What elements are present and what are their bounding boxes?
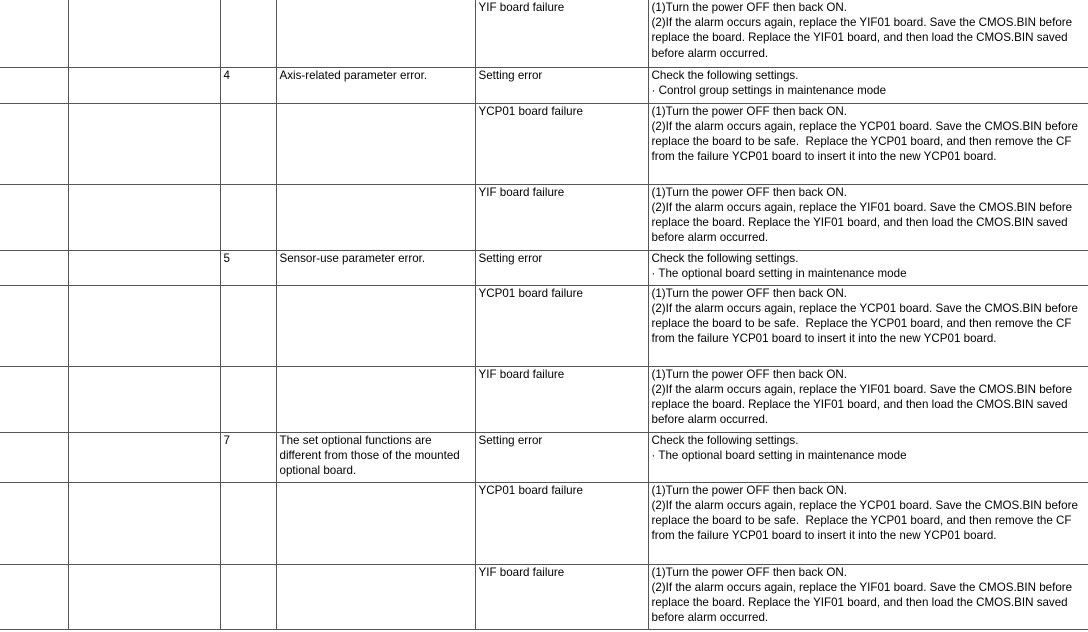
alarm-name-cell [68, 432, 220, 482]
alarm-number-cell [0, 103, 68, 184]
cause-cell: YCP01 board failure [475, 482, 648, 564]
cause-cell: YIF board failure [475, 366, 648, 432]
subcode-cell [220, 184, 276, 250]
subcode-description-cell [276, 482, 475, 564]
subcode-cell [220, 482, 276, 564]
remedy-cell: (1)Turn the power OFF then back ON. (2)If the alarm occurs again, replace the YIF01 board. Save the CMOS.BIN before replace the board. Replace the YIF01 board, and then load the CMOS.BIN saved before alarm occurred. [648, 564, 1088, 629]
cause-cell: YIF board failure [475, 564, 648, 629]
cause-cell: YCP01 board failure [475, 285, 648, 366]
subcode-description-cell [276, 184, 475, 250]
subcode-description-cell [276, 564, 475, 629]
remedy-cell: Check the following settings. · The optional board setting in maintenance mode [648, 250, 1088, 285]
alarm-number-cell [0, 366, 68, 432]
table-row [0, 482, 1088, 564]
cause-cell: Setting error [475, 432, 648, 482]
remedy-cell: (1)Turn the power OFF then back ON. (2)If the alarm occurs again, replace the YIF01 board. Save the CMOS.BIN before replace the board. Replace the YIF01 board, and then load the CMOS.BIN saved before alarm occurred. [648, 0, 1088, 67]
remedy-cell: (1)Turn the power OFF then back ON. (2)If the alarm occurs again, replace the YCP01 board. Save the CMOS.BIN before replace the board to be safe. Replace the YCP01 board, and then remove the CF from the failure YCP01 board to insert it into the new YCP01 board. [648, 103, 1088, 184]
remedy-cell: (1)Turn the power OFF then back ON. (2)If the alarm occurs again, replace the YCP01 board. Save the CMOS.BIN before replace the board to be safe. Replace the YCP01 board, and then remove the CF from the failure YCP01 board to insert it into the new YCP01 board. [648, 482, 1088, 564]
subcode-cell: 4 [220, 67, 276, 103]
cause-cell: YIF board failure [475, 0, 648, 67]
alarm-number-cell [0, 67, 68, 103]
table-row [0, 285, 1088, 366]
alarm-number-cell [0, 250, 68, 285]
subcode-cell [220, 0, 276, 67]
remedy-cell: (1)Turn the power OFF then back ON. (2)If the alarm occurs again, replace the YIF01 board. Save the CMOS.BIN before replace the board. Replace the YIF01 board, and then load the CMOS.BIN saved before alarm occurred. [648, 184, 1088, 250]
subcode-cell [220, 103, 276, 184]
cause-cell: Setting error [475, 250, 648, 285]
subcode-cell [220, 366, 276, 432]
subcode-cell [220, 285, 276, 366]
table-row [0, 366, 1088, 432]
alarm-number-cell [0, 0, 68, 67]
subcode-description-cell: The set optional functions are different from those of the mounted optional board. [276, 432, 475, 482]
subcode-cell: 7 [220, 432, 276, 482]
table-row [0, 0, 1088, 67]
table-row [0, 250, 1088, 285]
alarm-name-cell [68, 0, 220, 67]
alarm-name-cell [68, 482, 220, 564]
alarm-name-cell [68, 67, 220, 103]
remedy-cell: Check the following settings. · The optional board setting in maintenance mode [648, 432, 1088, 482]
subcode-description-cell [276, 0, 475, 67]
subcode-description-cell: Sensor-use parameter error. [276, 250, 475, 285]
remedy-cell: (1)Turn the power OFF then back ON. (2)If the alarm occurs again, replace the YCP01 board. Save the CMOS.BIN before replace the board to be safe. Replace the YCP01 board, and then remove the CF from the failure YCP01 board to insert it into the new YCP01 board. [648, 285, 1088, 366]
subcode-cell: 5 [220, 250, 276, 285]
table-row [0, 103, 1088, 184]
table-row [0, 564, 1088, 629]
alarm-number-cell [0, 285, 68, 366]
table-row [0, 184, 1088, 250]
table-row [0, 67, 1088, 103]
table-row [0, 432, 1088, 482]
subcode-description-cell [276, 103, 475, 184]
alarm-number-cell [0, 564, 68, 629]
alarm-name-cell [68, 250, 220, 285]
alarm-number-cell [0, 432, 68, 482]
cause-cell: YCP01 board failure [475, 103, 648, 184]
subcode-description-cell [276, 366, 475, 432]
remedy-cell: (1)Turn the power OFF then back ON. (2)If the alarm occurs again, replace the YIF01 board. Save the CMOS.BIN before replace the board. Replace the YIF01 board, and then load the CMOS.BIN saved before alarm occurred. [648, 366, 1088, 432]
cause-cell: Setting error [475, 67, 648, 103]
alarm-name-cell [68, 285, 220, 366]
alarm-number-cell [0, 482, 68, 564]
subcode-description-cell [276, 285, 475, 366]
alarm-name-cell [68, 366, 220, 432]
remedy-cell: Check the following settings. · Control group settings in maintenance mode [648, 67, 1088, 103]
alarm-name-cell [68, 103, 220, 184]
alarm-number-cell [0, 184, 68, 250]
cause-cell: YIF board failure [475, 184, 648, 250]
subcode-cell [220, 564, 276, 629]
subcode-description-cell: Axis-related parameter error. [276, 67, 475, 103]
alarm-name-cell [68, 184, 220, 250]
alarm-name-cell [68, 564, 220, 629]
